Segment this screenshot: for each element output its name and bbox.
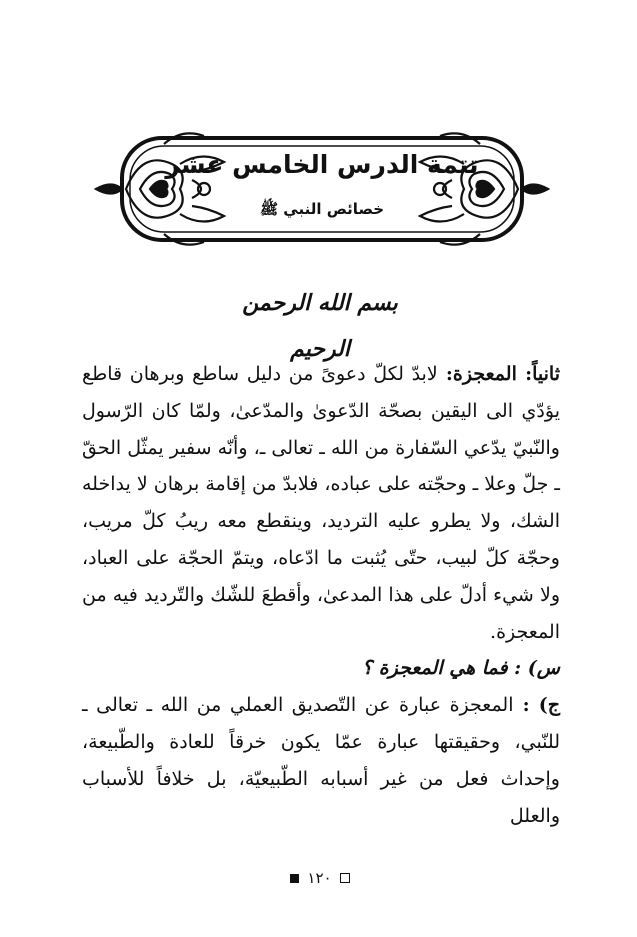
body-text (82, 356, 560, 834)
question-line: س) : فما هي المعجزة ؟ (362, 657, 560, 680)
filled-square-icon (290, 874, 299, 883)
paragraph-label: ثانياً: المعجزة: (437, 363, 560, 385)
basmala-calligraphy: بسم الله الرحمن الرحيم (242, 290, 398, 362)
answer-text: المعجزة عبارة عن التّصديق العملي من الله ـ تعالى ـ للنّبي، وحقيقتها عبارة عمّا يكون خرقاً للعادة والطّبيعة، وإحداث فعل من غير أسبابه الطّبيعيّة، بل خلافاً للأسباب والعلل (82, 694, 560, 827)
page-footer (270, 868, 370, 888)
ornamental-frame-icon (92, 120, 552, 258)
lesson-header-frame (92, 120, 552, 258)
empty-square-icon (340, 873, 350, 883)
lesson-subtitle: خصائص النبي ﷺ (259, 200, 385, 218)
paragraph-text: لابدّ لكلّ دعوىً من دليل ساطع وبرهان قاطع يؤدّي الى اليقين بصحّة الدّعوىٰ والمدّعىٰ، ولمّا كان الرّسول والنّبيّ يدّعي السّفارة من الله ـ تعالى ـ، وأنّه سفير يمثّل الحقّ ـ جلّ وعلا ـ وحجّته على عباده، فلابدّ من إقامة برهان لا يداخله الشك، ولا يطرو عليه الترديد، وينقطع معه ريبُ كلّ مريب، وحجّة كلّ لبيب، حتّى يُثبت ما ادّعاه، ويتمّ الحجّة على العباد، ولا شيء أدلّ على هذا المدعىٰ، وأقطعَ للشّك والتّرديد فيه من المعجزة. (82, 363, 560, 643)
page-number: ١٢٠ (307, 869, 332, 887)
paragraph-miracle (82, 356, 560, 650)
lesson-title: تتمة الدرس الخامس عشر (165, 150, 479, 179)
answer-label: ج) : (513, 694, 561, 717)
answer-paragraph (82, 687, 560, 834)
